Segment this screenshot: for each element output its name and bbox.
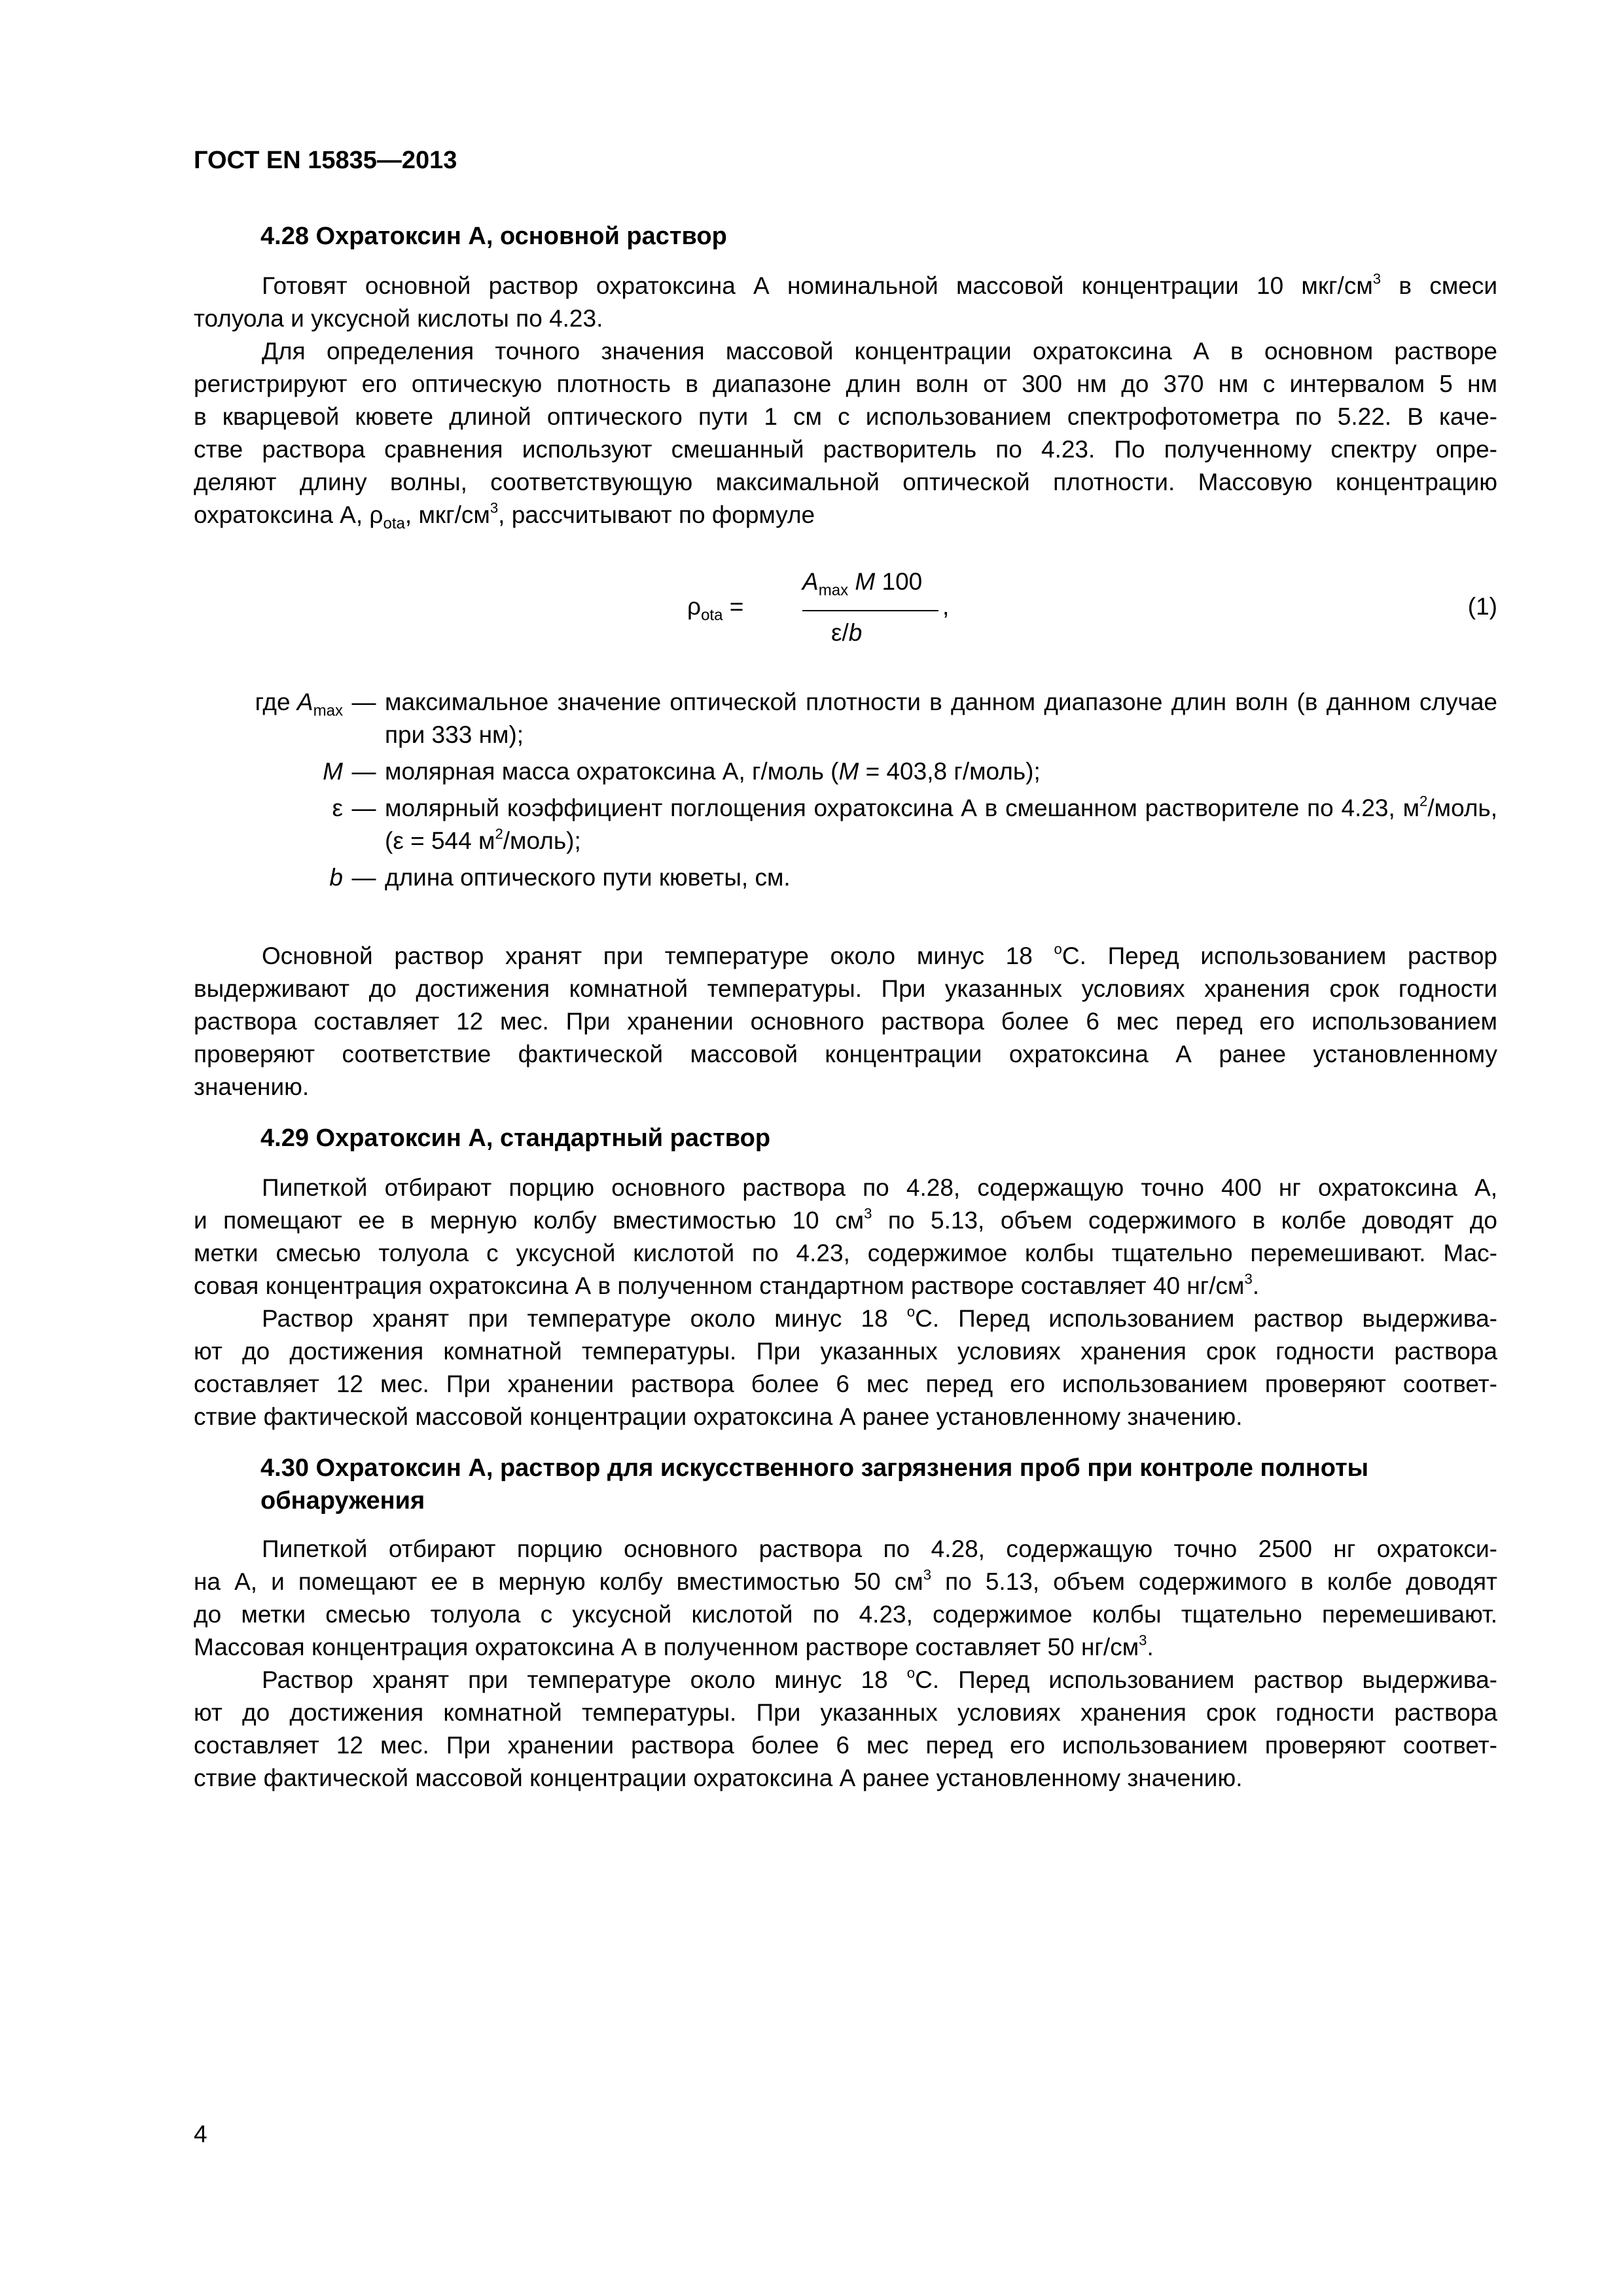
- page-number: 4: [194, 2121, 207, 2147]
- section-title-4-30: 4.30 Охратоксин А, раствор для искусственного загрязнения проб при контроле полноты обнаружения: [260, 1454, 1369, 1515]
- paragraph-4-29-storage: Раствор хранят при температуре около минус 18 $^o$С. Перед использованием раствор выдержива- ют до достижения комнатной температуры. При указанных условиях хранения срок годности раствора составляет 12 мес. При хранении раствора более 6 мес перед его использованием проверяют соответ- ствие фактической массовой концентрации охратоксина А ранее установленному значению.: [194, 1303, 1497, 1430]
- fraction-bar: [802, 610, 938, 611]
- text: Для определения точного значения массовой концентрации охратоксина А в основном растворе: [262, 338, 1497, 365]
- definition-b: [194, 861, 1497, 894]
- definition-text: молярный коэффициент поглощения охратоксина А в смешанном растворителе по 4.23, $м^2$/моль, (ε = 544 $м^2/моль$);: [385, 793, 1497, 854]
- definition-text: молярная масса охратоксина А, г/моль (M = 403,8 г/моль);: [385, 758, 1041, 785]
- paragraph-4-28-storage: Основной раствор хранят при температуре около минус 18 $^o$С. Перед использованием раствор выдерживают до достижения комнатной температуры. При указанных условиях хранения срок годности раствора составляет 12 мес. При хранении основного раствора более 6 мес перед его использованием проверяют соответствие фактической массовой концентрации охратоксина А ранее установленному значению.: [194, 941, 1497, 1100]
- rho-symbol: ρ: [369, 501, 383, 528]
- formula-numerator: $A_{max}$ M 100: [802, 568, 923, 600]
- subscript: ota: [383, 514, 405, 533]
- paragraph-4-30-prep: Пипеткой отбирают порцию основного раствора по 4.28, содержащую точно 2500 нг охратокси- на А, и помещают ее в мерную колбу вместимостью 50 $см^3$ по 5.13, объем содержимого в колбе доводят до метки смесью толуола с уксусной кислотой по 4.23, содержимое колбы тщательно перемешивают. Массовая концентрация охратоксина А в полученном растворе составляет 50 $нг/см^3$.: [194, 1535, 1497, 1660]
- text: , рассчитывают по формуле: [498, 501, 815, 528]
- em-dash: —: [351, 758, 376, 785]
- definition-epsilon: [194, 792, 1497, 857]
- paragraph-4-29-prep: Пипеткой отбирают порцию основного раствора по 4.28, содержащую точно 400 нг охратоксина А, и помещают ее в мерную колбу вместимостью 10 $см^3$ по 5.13, объем содержимого в колбе доводят до метки смесью толуола с уксусной кислотой по 4.23, содержимое колбы тщательно перемешивают. Мас- совая концентрация охратоксина А в полученном стандартном растворе составляет 40 $нг/см^3$.: [194, 1174, 1498, 1299]
- paragraph-4-28-intro: [194, 270, 1497, 335]
- definition-amax: [194, 686, 1497, 751]
- text: стве раствора сравнения используют смешанный растворитель по 4.23. По полученному спектру опре-: [194, 436, 1497, 463]
- equation-number: (1): [1467, 593, 1497, 620]
- definition-text: максимальное значение оптической плотности в данном диапазоне длин волн (в данном случае при 333 нм);: [385, 689, 1497, 748]
- definition-m: [194, 755, 1497, 788]
- document-header: ГОСТ EN 15835—2013: [194, 147, 457, 174]
- superscript: 3: [490, 499, 499, 516]
- em-dash: —: [351, 864, 376, 891]
- text: охратоксина А,: [194, 501, 370, 528]
- em-dash: —: [351, 795, 376, 821]
- text: регистрируют его оптическую плотность в диапазоне длин волн от 300 нм до 370 нм с интервалом 5 нм: [194, 370, 1497, 397]
- formula-denominator: ε/b: [831, 619, 863, 646]
- definition-term: b: [329, 864, 343, 891]
- text: деляют длину волны, соответствующую максимальной оптической плотности. Массовую концентрацию: [194, 469, 1497, 495]
- text: , мкг/см: [404, 501, 490, 528]
- text: в смеси: [1381, 272, 1498, 299]
- text: Готовят основной раствор охратоксина А номинальной массовой концентрации 10 мкг/см: [262, 272, 1373, 299]
- superscript: 3: [1372, 270, 1382, 287]
- definition-term: где $A_{max}$: [255, 689, 343, 720]
- formula-definitions: [194, 686, 1497, 898]
- definition-term: ε: [332, 795, 343, 821]
- formula-lhs: $\rho_{ota}$ =: [687, 593, 744, 624]
- formula-comma: ,: [942, 593, 950, 620]
- section-title-4-29: 4.29 Охратоксин А, стандартный раствор: [260, 1124, 771, 1152]
- paragraph-4-28-method: [194, 335, 1497, 531]
- em-dash: —: [351, 689, 376, 715]
- formula-1: [687, 564, 950, 662]
- definition-text: длина оптического пути кюветы, см.: [385, 864, 791, 891]
- section-title-4-28: 4.28 Охратоксин А, основной раствор: [260, 223, 727, 250]
- text: в кварцевой кювете длиной оптического пути 1 см с использованием спектрофотометра по 5.22. В каче-: [194, 403, 1497, 430]
- paragraph-4-30-storage: Раствор хранят при температуре около минус 18 $^o$С. Перед использованием раствор выдержива- ют до достижения комнатной температуры. При указанных условиях хранения срок годности раствора составляет 12 мес. При хранении раствора более 6 мес перед его использованием проверяют соответ- ствие фактической массовой концентрации охратоксина А ранее установленному значению.: [194, 1664, 1497, 1791]
- definition-term: M: [323, 758, 343, 785]
- text: толуола и уксусной кислоты по 4.23.: [194, 305, 603, 332]
